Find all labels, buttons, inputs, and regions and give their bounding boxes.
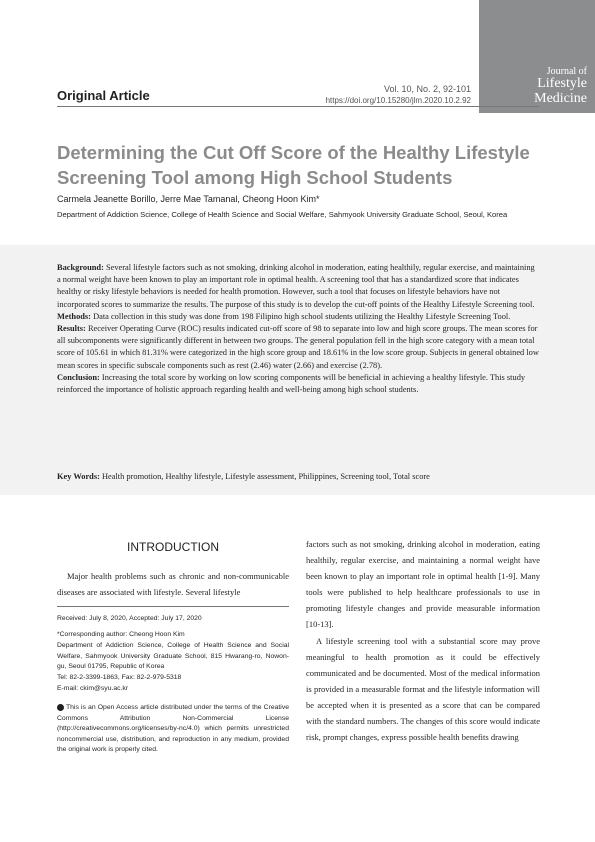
results-label: Results:	[57, 324, 86, 334]
author-list: Carmela Jeanette Borillo, Jerre Mae Tamanal, Cheong Hoon Kim*	[57, 194, 320, 204]
keywords-label: Key Words:	[57, 472, 100, 481]
methods-label: Methods:	[57, 311, 91, 321]
keywords	[57, 472, 539, 481]
license-text: This is an Open Access article distributed under the terms of the Creative Commons Attribution Non-Commercial License (http://creativecommons.org/licenses/by-nc/4.0) which permits unrestricted noncommercial use, distribution, and reproduction in any medium, provided the original work is properly cited.	[57, 704, 289, 753]
open-access-icon	[57, 704, 64, 711]
contact-email[interactable]: E-mail: ckim@syu.ac.kr	[57, 685, 129, 692]
right-paragraph-2: A lifestyle screening tool with a substantial score may prove meaningful to health promotion as it could be effectively communicated and be documented. Most of the medical information is provided in a measurable format and the lifestyle information will be accepted when it is presented as a score that can be compared with the standard numbers. The changes of this score would indicate risk, prompt changes, express possible health benefits drawing	[306, 635, 540, 743]
journal-logo	[479, 0, 595, 113]
right-paragraph-1: factors such as not smoking, drinking alcohol in moderation, eating healthily, regular exercise, and maintaining a normal weight have been known to play an important role in optimal health [1-9]. Many tools were published to help healthcare professionals to use in promoting lifestyle changes and provide measurable information [10-13].	[306, 539, 540, 630]
received-dates: Received: July 8, 2020, Accepted: July 17, 2020	[57, 615, 202, 622]
volume-info: Vol. 10, No. 2, 92-101	[383, 84, 471, 94]
conclusion-label: Conclusion:	[57, 372, 100, 382]
journal-logo-line1: Journal of	[546, 66, 587, 77]
footnote-rule	[57, 606, 289, 607]
abstract-conclusion	[57, 372, 539, 396]
results-text: Receiver Operating Curve (ROC) results indicated cut-off score of 98 to separate into low and high score groups. The mean scores for all subcomponents were significantly different in between two groups. The general population fell in the high score category with a mean total score of 105.61 in which 81.31% were categorized in the high score group and 18.61% in the low score group. Subjects in general obtained low mean scores in specific subscale components such as rest (2.46) water (2.66) and exercise (2.78).	[57, 324, 539, 370]
contact-phone: Tel: 82-2-3399-1863, Fax: 82-2-979-5318	[57, 674, 182, 681]
article-title: Determining the Cut Off Score of the Healthy Lifestyle Screening Tool among High School Students	[57, 142, 530, 188]
journal-logo-line3: Medicine	[534, 91, 587, 106]
doi-link[interactable]: https://doi.org/10.15280/jlm.2020.10.2.92	[325, 96, 471, 105]
methods-text: Data collection in this study was done from 198 Filipino high school students utilizing the Healthy Lifestyle Screening Tool.	[93, 311, 511, 321]
introduction-heading: INTRODUCTION	[127, 540, 219, 554]
abstract-results	[57, 323, 539, 372]
article-type: Original Article	[57, 88, 150, 103]
abstract	[57, 262, 539, 396]
corresponding-author: *Corresponding author: Cheong Hoon Kim	[57, 631, 185, 638]
license-note	[57, 703, 289, 756]
journal-logo-line2: Lifestyle	[537, 76, 587, 91]
introduction-paragraph: Major health problems such as chronic and non-communicable diseases are associated with lifestyle. Several lifestyle	[57, 571, 289, 597]
right-column	[306, 536, 540, 745]
affiliation: Department of Addiction Science, College of Health Science and Social Welfare, Sahmyook University Graduate School, Seoul, Korea	[57, 210, 508, 219]
conclusion-text: Increasing the total score by working on low scoring components will be beneficial in achieving a healthy lifestyle. This study reinforced the importance of holistic approach regarding health and well-being among high school students.	[57, 372, 526, 395]
citation-info	[326, 83, 471, 107]
keywords-text: Health promotion, Healthy lifestyle, Lifestyle assessment, Philippines, Screening tool, Total score	[101, 472, 430, 481]
background-label: Background:	[57, 263, 104, 272]
header-rule	[57, 106, 539, 107]
corresponding-address: Department of Addiction Science, College of Health Science and Social Welfare, Sahmyook University Graduate School, 815 Hwarang-ro, Nowon-gu, Seoul 01795, Republic of Korea	[57, 642, 289, 670]
background-text: Several lifestyle factors such as not smoking, drinking alcohol in moderation, eating healthily, regular exercise, and maintaining a normal weight have been known to play an important role in optimal health. A screening tool that has a standardized score that indicates healthy or risky lifestyle behaviors is needed for health promotion. However, such a tool that focuses on lifestyle behaviors have not incorporated scores to summarize the results. The purpose of this study is to develop the cut-off points of the Healthy Lifestyle Screening tool.	[57, 263, 535, 309]
abstract-background	[57, 262, 539, 311]
abstract-methods	[57, 311, 539, 323]
